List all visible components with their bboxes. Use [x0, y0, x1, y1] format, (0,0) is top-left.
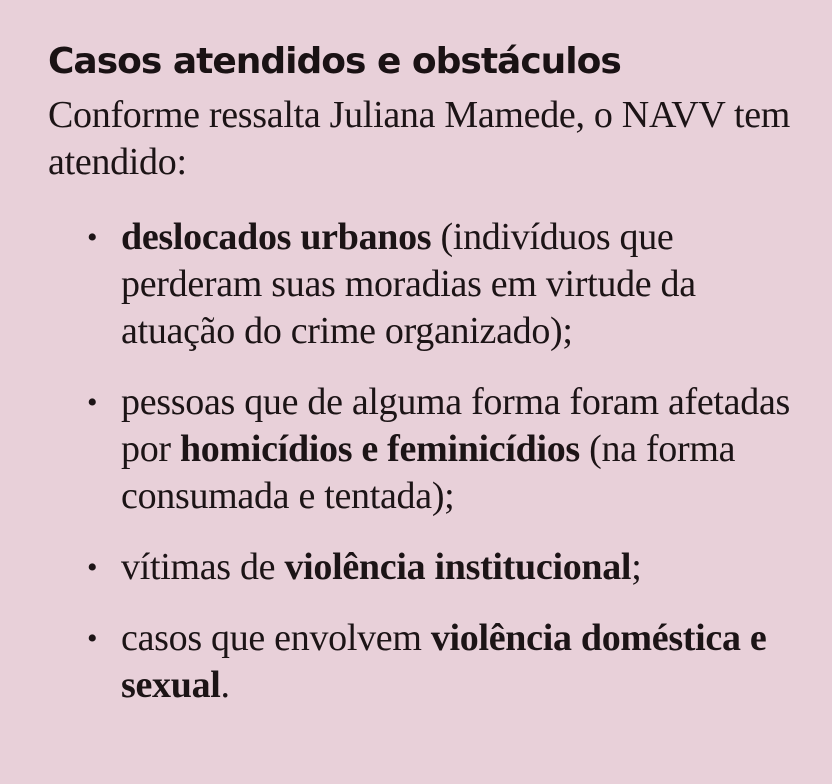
list-item — [48, 544, 808, 591]
intro-paragraph: Conforme ressalta Juliana Mamede, o NAVV tem atendido: — [48, 94, 791, 183]
item-text-pre: pessoas que de alguma forma foram afetadas por — [121, 381, 791, 470]
item-text-post: (indivíduos que perderam suas moradias em virtude da atuação do crime organizado); — [121, 216, 696, 352]
info-box — [48, 38, 808, 733]
case-list — [48, 214, 808, 709]
list-item — [48, 615, 808, 709]
item-text-bold: deslocados urbanos — [121, 216, 432, 258]
item-text-bold: homicídios e feminicídios — [179, 428, 580, 470]
bullet-icon: • — [87, 551, 98, 584]
item-text-bold: violência doméstica e sexual — [121, 617, 767, 706]
item-text-post: (na forma consumada e tentada); — [121, 428, 736, 517]
bullet-icon: • — [87, 221, 98, 254]
bullet-icon: • — [87, 622, 98, 655]
item-text-pre: vítimas de — [121, 546, 285, 588]
item-text-post: . — [220, 664, 230, 706]
section-heading: Casos atendidos e obstáculos — [48, 41, 621, 82]
item-text-bold: violência institucional — [284, 546, 632, 588]
list-item — [48, 214, 808, 355]
item-text-post: ; — [631, 546, 642, 588]
item-text-pre: casos que envolvem — [121, 617, 431, 659]
list-item — [48, 379, 808, 520]
bullet-icon: • — [87, 386, 98, 419]
